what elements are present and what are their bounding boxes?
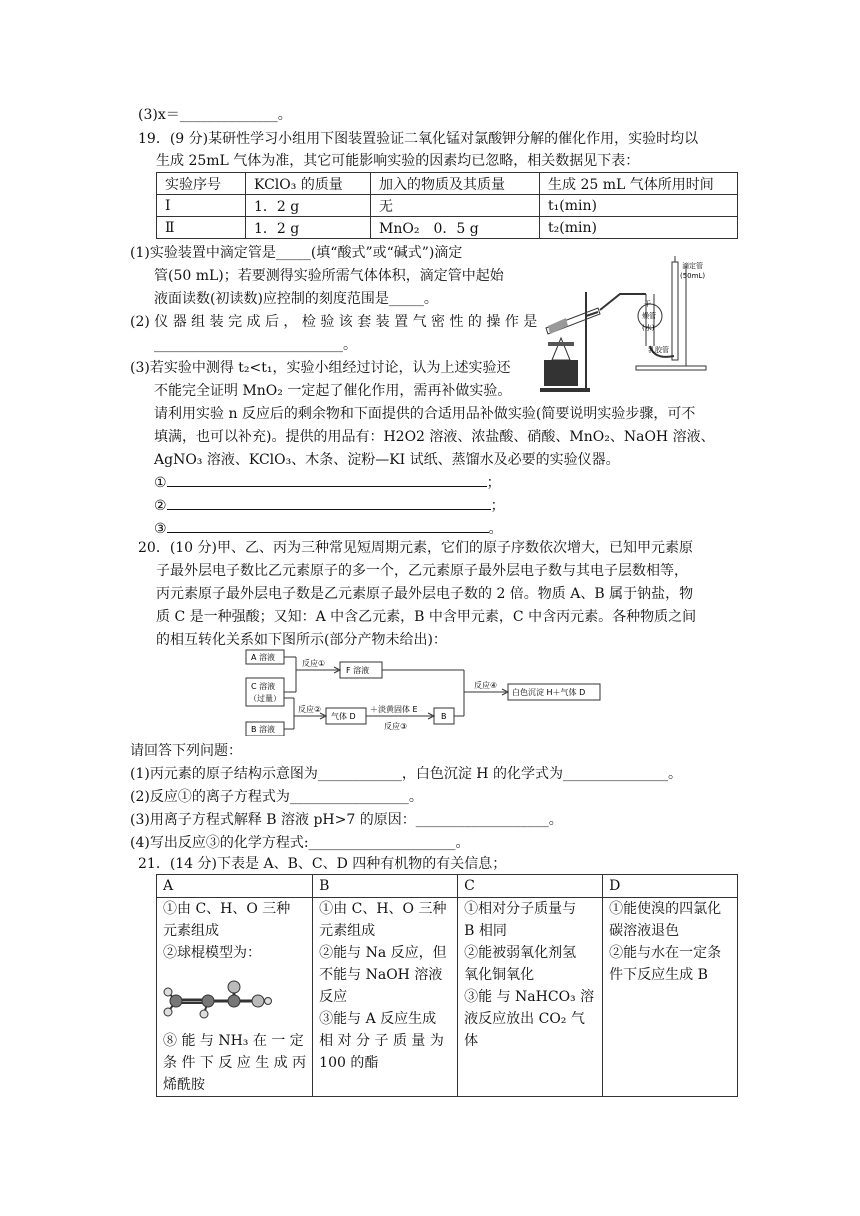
q19-part3-line2: 不能完全证明 MnO₂ 一定起了催化作用，需再补做实验。 — [154, 383, 512, 399]
q20-stem-line4: 质 C 是一种强酸；又知：A 中含乙元素，B 中含甲元素，C 中含丙元素。各种物质之间 — [156, 609, 697, 625]
item-end: ； — [486, 475, 501, 491]
ball-stick-model-icon — [162, 980, 272, 1020]
answer-blank — [167, 495, 491, 510]
answer-blank — [167, 518, 489, 533]
line: 体 — [464, 1033, 479, 1049]
table-cell: Ⅱ — [157, 217, 246, 239]
line: 相 对 分 子 质 量 为 — [319, 1033, 444, 1049]
line: ①由 C、H、O 三种 — [319, 901, 447, 917]
table-header-cell: 生成 25 mL 气体所用时间 — [540, 173, 738, 195]
box-gas-d-label: 气体 D — [331, 712, 356, 721]
line: ③能 与 NaHCO₃ 溶 — [464, 989, 595, 1005]
line: 100 的酯 — [319, 1055, 379, 1071]
item-end: ； — [490, 498, 505, 514]
table-cell: t₁(min) — [540, 195, 738, 217]
q20-stem-line5: 的相互转化关系如下图所示(部分产物未给出)： — [156, 632, 447, 648]
cell-b — [313, 898, 458, 1097]
line: 条 件 下 反 应 生 成 丙 — [163, 1055, 307, 1071]
q19-part3-line1: (3)若实验中测得 t₂<t₁，实验小组经过讨论，认为上述实验还 — [130, 360, 511, 376]
q19-answer-item-2 — [154, 495, 505, 517]
q19-part3-line3: 请利用实验 n 反应后的剩余物和下面提供的合适用品补做实验(简要说明实验步骤，可不 — [154, 406, 696, 422]
q20-part1: (1)丙元素的原子结构示意图为____________，白色沉淀 H 的化学式为_______________。 — [130, 766, 682, 782]
reagent-e-label: ＋淡黄固体 E — [370, 705, 418, 714]
box-b-label: B 溶液 — [251, 725, 276, 734]
label-dry-3: (水) — [642, 324, 655, 332]
line: ①能使溴的四氯化 — [609, 901, 722, 917]
table-cell: Ⅰ — [157, 195, 246, 217]
table-cell: MnO₂ 0．5 g — [371, 217, 540, 239]
table-header-row — [157, 875, 738, 898]
answer-blank — [167, 472, 487, 487]
q20-part3: (3)用离子方程式解释 B 溶液 pH>7 的原因：___________________。 — [130, 812, 563, 828]
table-header-cell: 加入的物质及其质量 — [371, 173, 540, 195]
table-header-cell: A — [157, 875, 313, 898]
line: ①由 C、H、O 三种 — [163, 901, 291, 917]
line: 液反应放出 CO₂ 气 — [464, 1011, 585, 1027]
line: ①相对分子质量与 — [464, 901, 577, 917]
label-burette-vol: (50mL) — [680, 272, 706, 280]
line: 碳溶液退色 — [609, 923, 680, 939]
line: 元素组成 — [319, 923, 376, 939]
table-header-cell: 实验序号 — [157, 173, 246, 195]
q20-flow-diagram — [244, 646, 604, 736]
item-marker: ③ — [154, 521, 167, 537]
line: ②能被弱氧化剂氢 — [464, 945, 577, 961]
table-cell: t₂(min) — [540, 217, 738, 239]
table-header-row — [157, 173, 738, 195]
line: 元素组成 — [163, 923, 219, 939]
line: 烯酰胺 — [163, 1077, 205, 1093]
q19-part1-line2: 管(50 mL)；若要测得实验所需气体体积，滴定管中起始 — [154, 268, 504, 284]
q19-answer-item-1 — [154, 472, 501, 494]
q19-stem-line2: 生成 25mL 气体为准，其它可能影响实验的因素均已忽略，相关数据见下表： — [156, 153, 640, 169]
cell-d — [603, 898, 738, 1097]
q19-part3-line5: AgNO₃ 溶液、KClO₃、木条、淀粉—KI 试纸、蒸馏水及必要的实验仪器。 — [154, 452, 620, 468]
table-cell: 无 — [371, 195, 540, 217]
q19-part2-line1: (2) 仪 器 组 装 完 成 后 ， 检 验 该 套 装 置 气 密 性 的 操 作 是 — [130, 314, 538, 330]
label-burette: 滴定管 — [682, 262, 703, 270]
line: ②球棍模型为： — [163, 945, 261, 961]
cell-c — [458, 898, 603, 1097]
table-cell: 1．2 g — [246, 217, 371, 239]
item-marker: ① — [154, 475, 167, 491]
table-header-cell: D — [603, 875, 738, 898]
box-c-excess: （过量） — [249, 694, 281, 703]
q20-stem-line2: 子最外层电子数比乙元素原子的多一个，乙元素原子最外层电子数与其电子层数相等， — [156, 563, 688, 579]
box-b-text: B — [441, 712, 447, 721]
q19-part1-line1: (1)实验装置中滴定管是_____(填“酸式”或“碱式”)滴定 — [130, 245, 463, 261]
q20-ask: 请回答下列问题： — [130, 743, 242, 759]
box-f-label: F 溶液 — [346, 666, 370, 675]
item-end: 。 — [488, 521, 503, 537]
table-row — [157, 217, 738, 239]
line: ②能与 Na 反应，但 — [319, 945, 447, 961]
q19-part2-line2: ___________________________。 — [154, 337, 357, 353]
line: 不能与 NaOH 溶液 — [319, 967, 443, 983]
q21-stem: 21．(14 分)下表是 A、B、C、D 四种有机物的有关信息； — [138, 856, 507, 872]
table-header-cell: C — [458, 875, 603, 898]
table-header-cell: KClO₃ 的质量 — [246, 173, 371, 195]
line: ②能与水在一定条 — [609, 945, 722, 961]
q20-stem-line1: 20．(10 分)甲、乙、丙为三种常见短周期元素，它们的原子序数依次增大，已知甲元素原 — [138, 540, 694, 556]
line: ⑧ 能 与 NH₃ 在 一 定 — [163, 1033, 304, 1049]
reaction-4-label: 反应④ — [474, 681, 498, 690]
label-rubber-tube: 乳胶管 — [648, 346, 669, 354]
q19-stem-line1: 19．(9 分)某研性学习小组用下图装置验证二氧化锰对氯酸钾分解的催化作用，实验时均以 — [138, 131, 699, 147]
q20-part2: (2)反应①的离子方程式为_________________。 — [130, 789, 423, 805]
line: 件下反应生成 B — [609, 967, 708, 983]
reaction-2-label: 反应② — [298, 705, 322, 714]
q19-data-table — [156, 172, 738, 239]
line: B 相同 — [464, 923, 507, 939]
box-a-label: A 溶液 — [251, 653, 276, 662]
box-product-h-label: 白色沉淀 H＋气体 D — [512, 688, 586, 697]
q19-part3-line4: 填满，也可以补充)。提供的用品有：H2O2 溶液、浓盐酸、硝酸、MnO₂、NaOH 溶液、 — [154, 429, 715, 445]
line: 氧化铜氧化 — [464, 967, 535, 983]
table-cell: 1．2 g — [246, 195, 371, 217]
reaction-1-label: 反应① — [302, 659, 326, 668]
line: ③能与 A 反应生成 — [319, 1011, 437, 1027]
q20-part4: (4)写出反应③的化学方程式:_____________________。 — [130, 835, 470, 851]
table-row — [157, 195, 738, 217]
q20-stem-line3: 丙元素原子最外层电子数是乙元素原子最外层电子数的 2 倍。物质 A、B 属于钠盐，物 — [156, 586, 694, 602]
q19-part1-line3: 液面读数(初读数)应控制的刻度范围是_____。 — [154, 291, 438, 307]
apparatus-figure — [536, 256, 710, 398]
box-c-label: C 溶液 — [251, 682, 276, 691]
label-dry-1: 干 — [644, 300, 651, 308]
line: 反应 — [319, 989, 348, 1005]
reaction-3-label: 反应③ — [384, 722, 408, 731]
item-marker: ② — [154, 498, 167, 514]
label-dry-2: 燥管 — [642, 312, 656, 320]
table-header-cell: B — [313, 875, 458, 898]
q18-part3: (3)x＝______________。 — [138, 107, 292, 123]
